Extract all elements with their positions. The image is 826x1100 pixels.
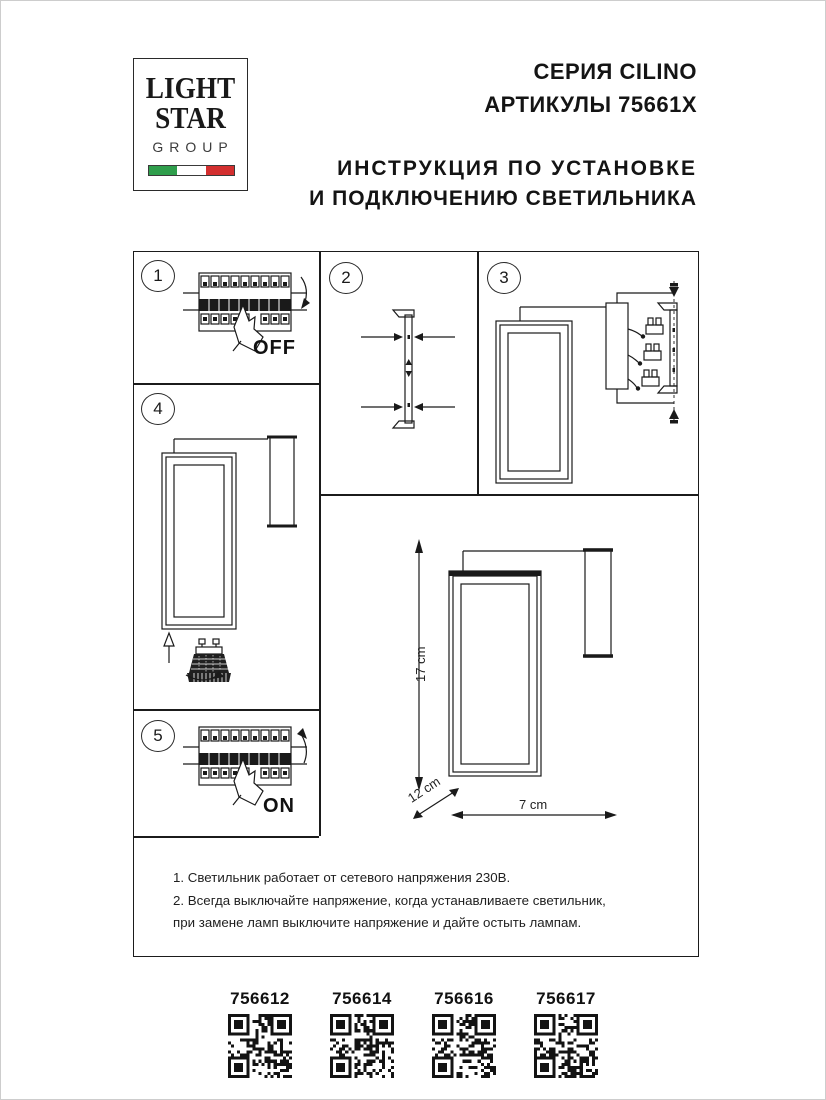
series-title: СЕРИЯ CILINO [533,59,697,84]
step-2-number: 2 [329,262,363,294]
qr-block [432,989,496,1083]
step-3-number: 3 [487,262,521,294]
note-line-3: при замене ламп выключите напряжение и дайте остыть лампам. [173,915,582,930]
flag-green-stripe [149,166,177,175]
header-titles [309,59,697,211]
divider-left-column [319,252,321,836]
note-line-2: 2. Всегда выключайте напряжение, когда устанавливаете светильник, [173,892,606,908]
qr-code [432,1014,496,1078]
flag-white-stripe [177,166,205,175]
articles-title: АРТИКУЛЫ 75661X [484,92,697,117]
divider-step5-bottom [134,836,319,838]
instruction-title-line2: И ПОДКЛЮЧЕНИЮ СВЕТИЛЬНИКА [309,187,697,210]
lamp-insert-diagram [148,423,313,685]
logo-word-light: LIGHT [145,70,236,105]
height-dimension-label: 17 cm [413,646,428,682]
logo-word-group: GROUP [152,139,234,155]
divider-step2-step3 [477,252,479,494]
step-1-number: 1 [141,260,175,292]
flag-red-stripe [206,166,234,175]
article-number: 756612 [230,989,290,1008]
qr-block [534,989,598,1083]
article-number: 756617 [536,989,596,1008]
wiring-diagram [484,273,684,488]
qr-block [330,989,394,1083]
divider-steps23-bottom [319,494,698,496]
step-4-number: 4 [141,393,175,425]
depth-dimension-label: 12 cm [405,773,443,806]
instruction-title-line1: ИНСТРУКЦИЯ ПО УСТАНОВКЕ [337,157,697,180]
safety-notes [173,867,606,935]
qr-block [228,989,292,1083]
on-caption: ON [263,795,295,817]
qr-code [228,1014,292,1078]
lightstar-logo [133,58,248,191]
qr-code [330,1014,394,1078]
width-dimension-label: 7 cm [519,797,548,812]
article-number: 756614 [332,989,392,1008]
qr-code [534,1014,598,1078]
divider-step1-step4 [134,383,319,385]
step-5-number: 5 [141,720,175,752]
italy-flag [148,165,235,176]
divider-step4-step5 [134,709,319,711]
article-number: 756616 [434,989,494,1008]
off-caption: OFF [253,337,296,359]
bracket-diagram [353,299,463,439]
logo-word-star: STAR [155,100,226,135]
note-line-1: 1. Светильник работает от сетевого напряжения 230В. [173,870,511,885]
